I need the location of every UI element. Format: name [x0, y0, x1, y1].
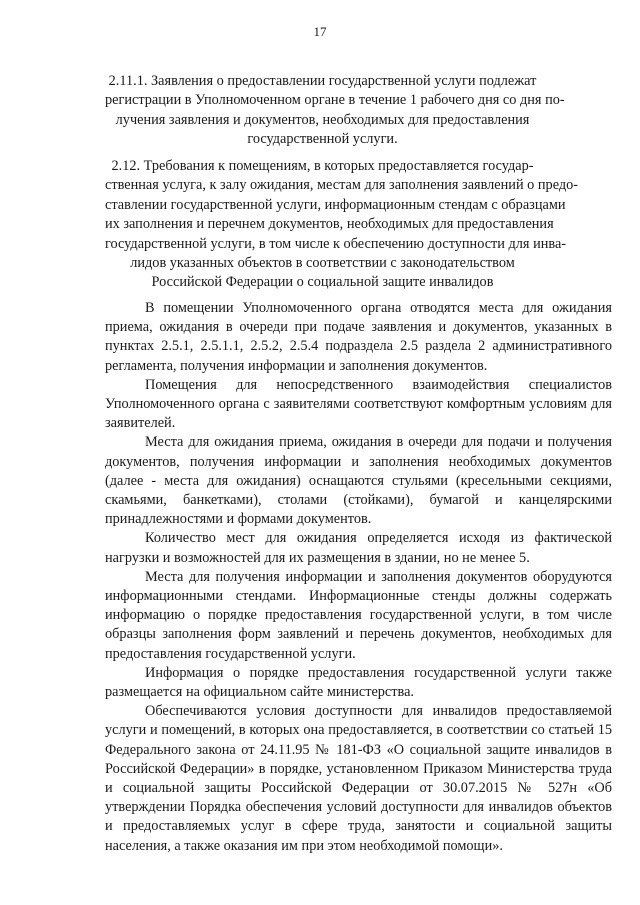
paragraph: Места для ожидания приема, ожидания в очереди для подачи и получения документов, получения информации и заполнения необходимых документов (далее - места для ожидания) оснащаются стульями (кресельными секциями, скамьями, банкетками), столами (стойками), бумагой и канцелярскими принадлежностями и формами документов. [105, 434, 612, 528]
heading-line: государственной услуги, в том числе к обеспечению доступности для инва- [105, 235, 567, 252]
paragraph: Помещения для непосредственного взаимодействия специалистов Уполномоченного органа с заявителями соответствуют комфортным условиям для заявителей. [105, 376, 612, 432]
heading-line: лидов указанных объектов в соответствии с законодательством [130, 255, 515, 272]
paragraph: Места для получения информации и заполнения документов оборудуются информационными стендами. Информационные стенды должны содержать информацию о порядке предоставления государственной услуги, в том числе образцы заполнения форм заявлений и перечень документов, необходимых для предоставления государственной услуги. [105, 568, 612, 662]
heading-line: регистрации в Уполномоченном органе в течение 1 рабочего дня со дня по- [105, 92, 565, 109]
paragraph: Обеспечиваются условия доступности для инвалидов предоставляемой услуги и помещений, в которых она предоставляется, в соответствии со статьей 15 Федерального закона от 24.11.95 № 181-ФЗ «О социальной защите инвалидов в Российской Федерации» в порядке, установленном Приказом Министерства труда и социальной защиты Российской Федерации от 30.07.2015 № 527н «Об утверждении Порядка обеспечения условий доступности для инвалидов объектов и предоставляемых услуг в сфере труда, занятости и социальной защиты населения, а также оказания им при этом необходимой помощи». [105, 703, 612, 854]
paragraph: Информация о порядке предоставления государственной услуги также размещается на официальном сайте министерства. [105, 664, 612, 701]
heading-line: Российской Федерации о социальной защите инвалидов [151, 274, 494, 291]
paragraph: Количество мест для ожидания определяется исходя из фактической нагрузки и возможностей для их размещения в здании, но не менее 5. [105, 530, 612, 566]
heading-line: 2.12. Требования к помещениям, в которых предоставляется государ- [111, 158, 534, 174]
section-2-12-heading [105, 157, 579, 293]
heading-line: 2.11.1. Заявления о предоставлении государственной услуги подлежат [108, 73, 537, 89]
heading-line: их заполнения и перечнем документов, необходимых для предоставления [105, 216, 554, 233]
heading-line: ставлении государственной услуги, информационным стендам с образцами [105, 196, 566, 213]
section-2-11-1 [105, 72, 565, 150]
heading-line: государственной услуги. [247, 131, 398, 148]
heading-line: лучения заявления и документов, необходимых для предоставления [115, 111, 530, 128]
body-text [105, 299, 612, 856]
paragraph: В помещении Уполномоченного органа отводятся места для ожидания приема, ожидания в очереди при подаче заявления и документов, указанных в пунктах 2.5.1, 2.5.1.1, 2.5.2, 2.5.4 подраздела 2.5 раздела 2 административного регламента, получения информации и заполнения документов. [105, 300, 612, 374]
heading-line: ственная услуга, к залу ожидания, местам для заполнения заявлений о предо- [105, 177, 579, 194]
page-number: 17 [313, 24, 327, 39]
